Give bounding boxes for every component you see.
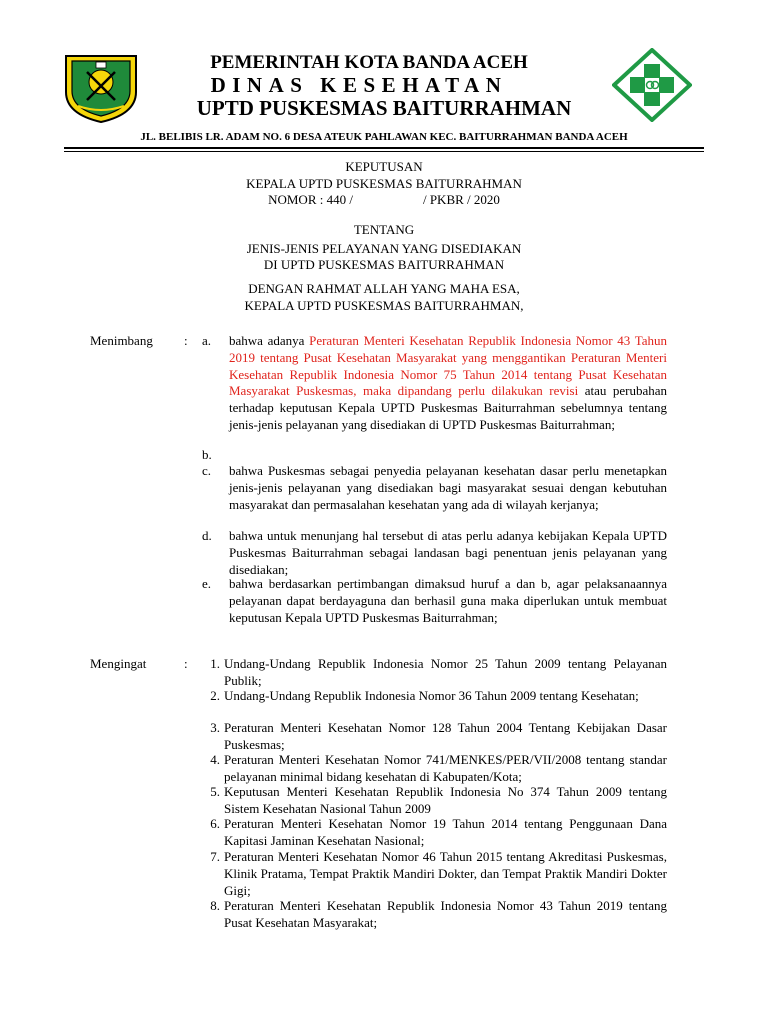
menimbang-letter: d. (202, 528, 212, 543)
mengingat-num: 8. (210, 898, 220, 913)
mengingat-item: Peraturan Menteri Kesehatan Nomor 741/MENKES/PER/VII/2008 tentang standar pelayanan minimal bidang kesehatan di Kabupaten/Kota; (224, 752, 667, 784)
letterhead-rule-thin (64, 151, 704, 152)
item-a-highlight: Peraturan Menteri Kesehatan Republik Indonesia Nomor 43 Tahun 2019 tentang Pusat Kesehatan Masyarakat yang menggantikan Peraturan Menteri Kesehatan Republik Indonesia Nomor 75 Tahun 2014 tentang Pusat Kesehatan Masyarakat Puskesmas, maka dipandang perlu dilakukan revisi (229, 333, 667, 399)
menimbang-colon: : (184, 333, 188, 348)
mengingat-item: Peraturan Menteri Kesehatan Nomor 46 Tahun 2015 tentang Akreditasi Puskesmas, Klinik Pratama, Tempat Praktik Mandiri Dokter, dan Tempat Praktik Mandiri Dokter Gigi; (224, 849, 667, 898)
title-tentang: TENTANG (353, 222, 415, 237)
mengingat-num: 2. (210, 688, 220, 703)
letterhead-line-1: PEMERINTAH KOTA BANDA ACEH (210, 52, 528, 73)
menimbang-letter: b. (202, 447, 212, 462)
mengingat-item: Peraturan Menteri Kesehatan Republik Indonesia Nomor 43 Tahun 2019 tentang Pusat Kesehatan Masyarakat; (224, 898, 667, 930)
item-a-pre: bahwa adanya (229, 333, 310, 348)
nomor-right: / PKBR / 2020 (422, 192, 500, 207)
menimbang-letter: a. (202, 333, 212, 348)
menimbang-label: Menimbang (90, 333, 153, 348)
mengingat-num: 7. (210, 849, 220, 864)
mengingat-item: Peraturan Menteri Kesehatan Nomor 19 Tahun 2014 tentang Penggunaan Dana Kapitasi Jaminan Kesehatan Nasional; (224, 816, 667, 848)
menimbang-item-e: bahwa berdasarkan pertimbangan dimaksud huruf a dan b, agar pelaksanaannya pelayanan dapat berdayaguna dan berhasil guna maka diperlukan untuk membuat keputusan Kepala UPTD Puskesmas Baiturrahman; (229, 576, 667, 625)
letterhead-line-2: DINAS KESEHATAN (210, 73, 508, 97)
mengingat-item: Undang-Undang Republik Indonesia Nomor 36 Tahun 2009 tentang Kesehatan; (224, 688, 639, 703)
mengingat-item: Peraturan Menteri Kesehatan Nomor 128 Tahun 2004 Tentang Kebijakan Dasar Puskesmas; (224, 720, 667, 752)
mengingat-num: 5. (210, 784, 220, 799)
mengingat-colon: : (184, 656, 188, 671)
mengingat-num: 6. (210, 816, 220, 831)
mengingat-item: Keputusan Menteri Kesehatan Republik Indonesia No 374 Tahun 2009 tentang Sistem Kesehatan Nasional Tahun 2009 (224, 784, 667, 816)
mengingat-label: Mengingat (90, 656, 147, 671)
letterhead-line-3: UPTD PUSKESMAS BAITURRAHMAN (196, 96, 572, 120)
menimbang-item-c: bahwa Puskesmas sebagai penyedia pelayanan kesehatan dasar perlu menetapkan jenis-jenis pelayanan yang disediakan bagi masyarakat sesuai dengan kebutuhan masyarakat dan permasalahan kesehatan yang ada di wilayah kerjanya; (229, 463, 667, 512)
title-kepala-2: KEPALA UPTD PUSKESMAS BAITURRAHMAN, (244, 298, 524, 313)
letterhead-address: JL. BELIBIS LR. ADAM NO. 6 DESA ATEUK PAHLAWAN KEC. BAITURRAHMAN BANDA ACEH (140, 131, 628, 143)
title-keputusan: KEPUTUSAN (345, 159, 423, 174)
title-nomor (0, 192, 768, 208)
title-subject-2: DI UPTD PUSKESMAS BAITURRAHMAN (263, 257, 505, 272)
item-a-post: atau perubahan terhadap keputusan Kepala UPTD Puskesmas Baiturrahman sebelumnya tentang jenis-jenis pelayanan yang disediakan di UPTD Puskesmas Baiturrahman; (229, 383, 668, 432)
menimbang-letter: e. (202, 576, 212, 591)
letterhead-rule (64, 147, 704, 149)
nomor-left: NOMOR : 440 / (268, 192, 353, 207)
menimbang-item-a (229, 333, 667, 434)
mengingat-num: 3. (210, 720, 220, 735)
title-subject-1: JENIS-JENIS PELAYANAN YANG DISEDIAKAN (246, 241, 522, 256)
mengingat-item: Undang-Undang Republik Indonesia Nomor 25 Tahun 2009 tentang Pelayanan Publik; (224, 656, 667, 688)
title-kepala: KEPALA UPTD PUSKESMAS BAITURRAHMAN (246, 176, 522, 191)
mengingat-num: 4. (210, 752, 220, 767)
menimbang-item-d: bahwa untuk menunjang hal tersebut di atas perlu adanya kebijakan Kepala UPTD Puskesmas Baiturrahman sebagai landasan bagi penentuan jenis pelayanan yang disediakan; (229, 528, 667, 577)
mengingat-num: 1. (210, 656, 220, 671)
title-rahmat: DENGAN RAHMAT ALLAH YANG MAHA ESA, (248, 281, 520, 296)
menimbang-letter: c. (202, 463, 212, 478)
